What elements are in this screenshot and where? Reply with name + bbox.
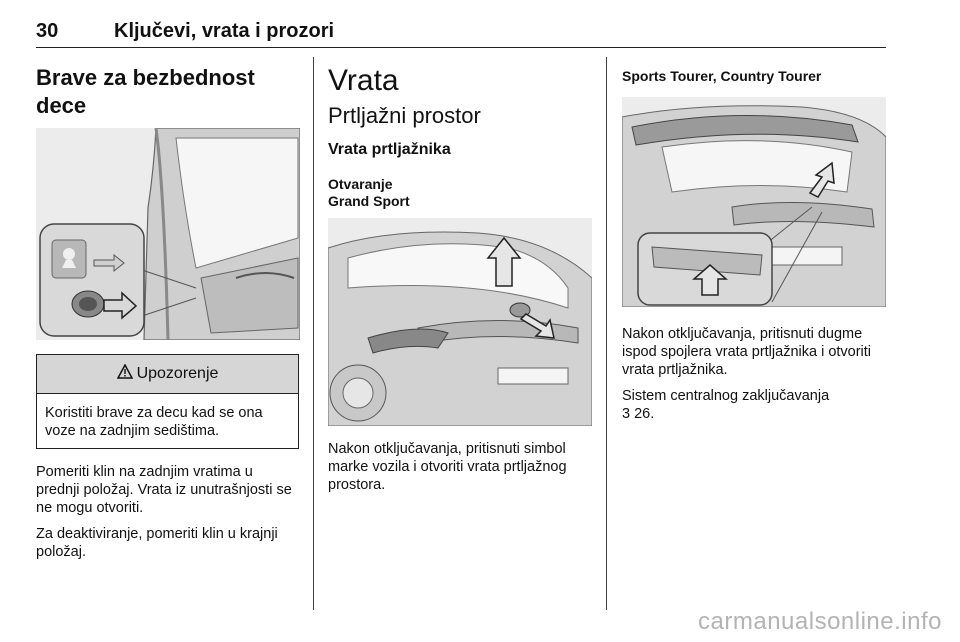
subheading-luggage: Prtljažni prostor: [328, 103, 481, 128]
cross-reference-symbol: 3: [622, 406, 631, 422]
column-doors: [328, 60, 592, 502]
cross-reference-page-link[interactable]: 26.: [634, 406, 655, 422]
warning-text: Koristiti brave za decu kad se ona voze na zadnjim sedištima.: [45, 405, 263, 439]
paragraph: Nakon otključavanja, pritisnuti simbol marke vozila i otvoriti vrata prtljažnog prostora.: [328, 441, 567, 493]
section-heading-child-locks: Brave za bezbednost dece: [36, 65, 255, 118]
warning-triangle-icon: [117, 364, 133, 384]
label-opening: Otvaranje: [328, 176, 393, 192]
warning-title: Upozorenje: [136, 365, 219, 382]
grand-sport-tailgate-illustration: [328, 218, 592, 426]
chapter-title: Ključevi, vrata i prozori: [114, 20, 335, 42]
warning-header: [37, 355, 298, 394]
label-grand-sport: Grand Sport: [328, 193, 410, 209]
section-heading-doors: Vrata: [328, 64, 399, 97]
warning-box: [36, 354, 299, 449]
child-lock-illustration: [36, 128, 300, 340]
paragraph: Za deaktiviranje, pomeriti klin u krajnji položaj.: [36, 526, 278, 560]
central-locking-text: Sistem centralnog zaključavanja: [622, 388, 830, 404]
column-divider-1: [313, 57, 314, 610]
sports-tourer-tailgate-illustration: [622, 97, 886, 307]
subheading-tailgate: Vrata prtljažnika: [328, 141, 451, 158]
column-divider-2: [606, 57, 607, 610]
watermark: carmanualsonline.info: [698, 608, 942, 635]
header-rule: [36, 47, 886, 48]
column-sports-tourer: [622, 60, 886, 431]
paragraph: [622, 387, 886, 423]
paragraph: Pomeriti klin na zadnjim vratima u prednji položaj. Vrata iz unutrašnjosti se ne mogu otvoriti.: [36, 464, 292, 516]
label-sports-tourer: Sports Tourer, Country Tourer: [622, 68, 822, 84]
paragraph: Nakon otključavanja, pritisnuti dugme ispod spojlera vrata prtljažnika i otvoriti vrata prtljažnika.: [622, 326, 872, 378]
page-number: 30: [36, 20, 59, 42]
column-child-locks: [36, 60, 300, 569]
